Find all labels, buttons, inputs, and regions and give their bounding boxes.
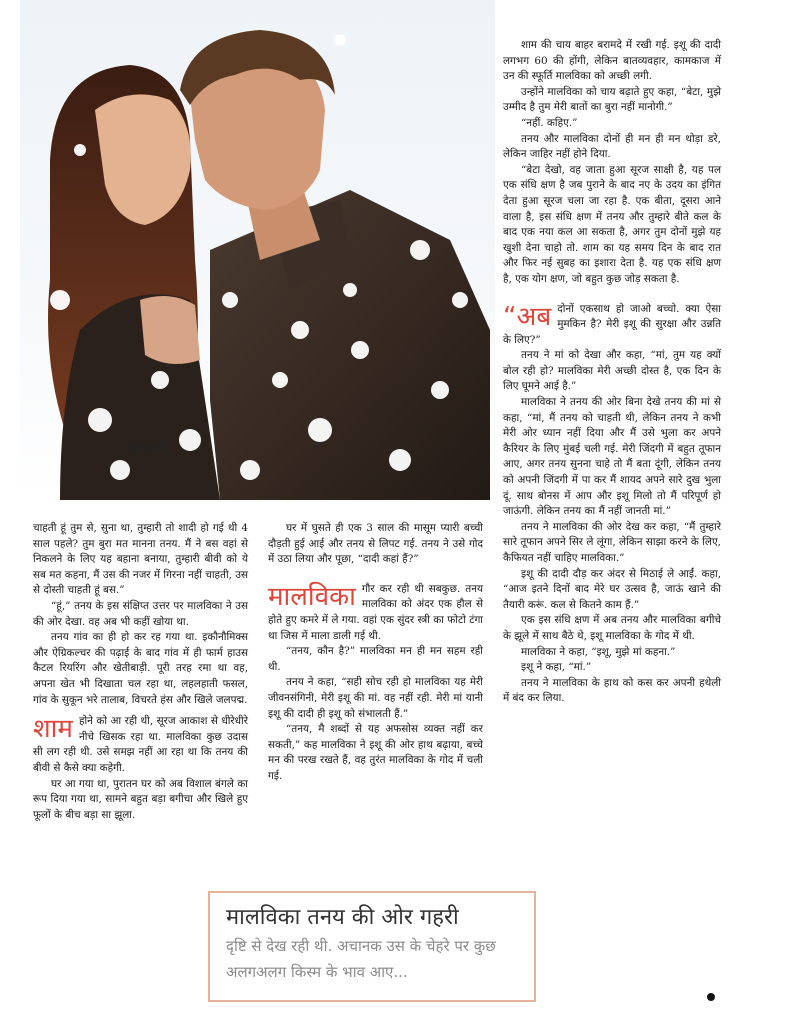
paragraph: तनय और मालविका दोनों ही मन ही मन थोड़ा डरे, लेकिन जाहिर नहीं होने दिया. xyxy=(503,132,721,161)
paragraph: घर आ गया था, पुरातन घर को अब विशाल बंगले का रूप दिया गया था, सामने बहुत बड़ा बगीचा और खिले हुए फूलों के बीच बड़ा सा झूला. xyxy=(33,777,248,821)
story-column-2 xyxy=(268,521,483,785)
paragraph: तनय ने मां को देखा और कहा, “मां, तुम यह क्यों बोल रही हो? मालविका मेरी अच्छी दोस्त है, एक दिन के लिए घूमने आई है.” xyxy=(503,349,721,393)
artist-signature: jaya xyxy=(127,437,166,455)
paragraph: तनय ने मालविका की ओर देख कर कहा, “मैं तुम्हारे सारे तूफान अपने सिर ले लूंगा, लेकिन साझा करने के लिए, कैफियत नहीं चाहिए मालविका.” xyxy=(503,520,721,564)
dropcap-word: मालविका xyxy=(268,581,356,612)
dropcap-text: गौर कर रही थी सबकुछ. तनय मालविका को अंदर एक हौल से होते हुए कमरे में ले गया. वहां एक सुंदर स्त्री का फोटो टंगा था जिस में माला डाली गई थी. xyxy=(268,582,483,642)
story-end-mark xyxy=(707,993,715,1001)
dropcap-paragraph xyxy=(33,714,248,776)
story-column-3 xyxy=(503,38,721,707)
story-illustration xyxy=(20,0,495,500)
paragraph: “बेटा देखो, वह जाता हुआ सूरज साक्षी है, यह पल एक संधि क्षण है जब पुराने के बाद नए के उदय का इंगित देता हुआ सूरज चला जा रहा है. एक बीता, दूसरा आने वाला है, इस संधि क्षण में तनय और तुम्हारे बीते कल के बाद एक नया कल आ सकता है, अगर तुम दोनों मुझे यह खुशी देना चाहो तो. शाम का यह समय दिन के बाद रात और फिर नई सुबह का इशारा देता है. यह एक संधि क्षण है, एक योग क्षण, जो बहुत कुछ जोड़ सकता है. xyxy=(503,163,721,285)
paragraph: मालविका ने तनय की ओर बिना देखे तनय की मां से कहा, “मां, मैं तनय को चाहती थी, लेकिन तनय ने कभी मेरी ओर ध्यान नहीं दिया और मैं उसे भुला कर अपने कैरियर के लिए मुंबई चली गई. मेरी जिंदगी में बहुत तूफान आए, अगर तनय सुनना चाहे तो मैं बता दूंगी, लेकिन तनय को अपनी जिंदगी में पा कर मैं शायद अपने सारे दुख भुला दूं. साथ बोनस में आप और इशू मिलो तो मैं परिपूर्ण हो जाऊंगी. लेकिन तनय का मैं नहीं जानती मां.” xyxy=(503,396,721,518)
paragraph: चाहती हूं तुम से, सुना था, तुम्हारी तो शादी हो गई थी 4 साल पहले? तुम बुरा मत मानना तनय. मैं ने बस वहां से निकलने के लिए यह बहाना बनाया, तुम्हारी बीवी को ये सब मत कहना, मैं उस की नजर में गिरना नहीं चाहती, उस से दोस्ती चाहती हूं बस.” xyxy=(33,522,248,597)
paragraph: “तनय, मै शब्दों से यह अफसोस व्यक्त नहीं कर सकती,” कह मालविका ने इशू की ओर हाथ बढ़ाया, बच्चे मन की परख रखते हैं, वह तुरंत मालविका के गोद में चली गई. xyxy=(268,723,483,782)
paragraph: तनय गांव का ही हो कर रह गया था. इकौनौमिक्स और ऐग्रिकल्चर की पढ़ाई के बाद गांव में ही फार्म हाउस कैटल रियरिंग और खेतीबाड़ी. पूरी तरह रमा था वह, अपना खेत भी दिखाता चल रहा था, लहलहाती फसल, गांव के सुकून भरे तालाब, विचरते हंस और खिले जलपद्म. xyxy=(33,631,248,706)
dropcap-paragraph xyxy=(503,302,721,349)
dropcap-paragraph xyxy=(268,582,483,644)
paragraph: घर में घुसते ही एक 3 साल की मासूम प्यारी बच्ची दौड़ती हुई आई और तनय से लिपट गई. तनय ने उसे गोद में उठा लिया और पूछा, “दादी कहां हैं?” xyxy=(268,522,483,566)
dropcap-word: “अब xyxy=(503,301,552,332)
pull-quote-body: दृष्टि से देख रही थी. अचानक उस के चेहरे पर कुछ अलगअलग किस्म के भाव आए... xyxy=(226,937,496,981)
paragraph: तनय ने मालविका के हाथ को कस कर अपनी हथेली में बंद कर लिया. xyxy=(503,676,721,705)
paragraph: तनय ने कहा, “सही सोच रही हो मालविका यह मेरी जीवनसंगिनी, मेरी इशू की मां. वह नहीं रही. मेरी मां यानी इशू की दादी ही इशू को संभालती हैं.” xyxy=(268,676,483,720)
dropcap-word: शाम xyxy=(33,714,73,745)
paragraph: एक इस संधि क्षण में अब तनय और मालविका बगीचे के झूले में साथ बैठे थे, इशू मालविका के गोद में थी. xyxy=(503,614,721,642)
paragraph: इशू ने कहा, “मां.” xyxy=(521,661,592,674)
paragraph: “हूं,” तनय के इस संक्षिप्त उत्तर पर मालविका ने उस की ओर देखा. वह अब भी कहीं खोया था. xyxy=(33,599,248,628)
pull-quote-title: मालविका तनय की ओर गहरी xyxy=(226,905,459,930)
paragraph: इशू की दादी दौड़ कर अंदर से मिठाई ले आईं. कहा, “आज इतने दिनों बाद मेरे घर उत्सव है, जाऊं खाने की तैयारी करूं. कल से कितने काम हैं.” xyxy=(503,567,721,611)
paragraph: “तनय, कौन है?” मालविका मन ही मन सहम रही थी. xyxy=(268,645,483,673)
couple-illustration xyxy=(20,0,495,500)
pull-quote xyxy=(208,891,536,1002)
paragraph: शाम की चाय बाहर बरामदे में रखी गई. इशू की दादी लगभग 60 की होंगी, लेकिन बातव्यवहार, कामकाज में उन की स्फूर्ति मालविका को अच्छी लगी. xyxy=(503,39,721,83)
paragraph: मालविका ने कहा, “इशू, मुझे मां कहना.” xyxy=(521,645,676,658)
story-column-1 xyxy=(33,521,248,823)
paragraph: उन्होंने मालविका को चाय बढ़ाते हुए कहा, “बेटा, मुझे उम्मीद है तुम मेरी बातों का बुरा नहीं मानोगी.” xyxy=(503,85,721,114)
dropcap-text: दोनों एकसाथ हो जाओ बच्चो. क्या ऐसा मुमकिन है? मेरी इशू की सुरक्षा और उन्नति के लिए?” xyxy=(503,302,721,346)
paragraph: “नहीं. कहिए.” xyxy=(521,116,578,129)
dropcap-text: होने को आ रही थी, सूरज आकाश से धीरेधीरे नीचे खिसक रहा था. मालविका कुछ उदास सी लग रही थी. उसे समझ नहीं आ रहा था कि तनय की बीवी से कैसे क्या कहेगी. xyxy=(33,715,248,774)
